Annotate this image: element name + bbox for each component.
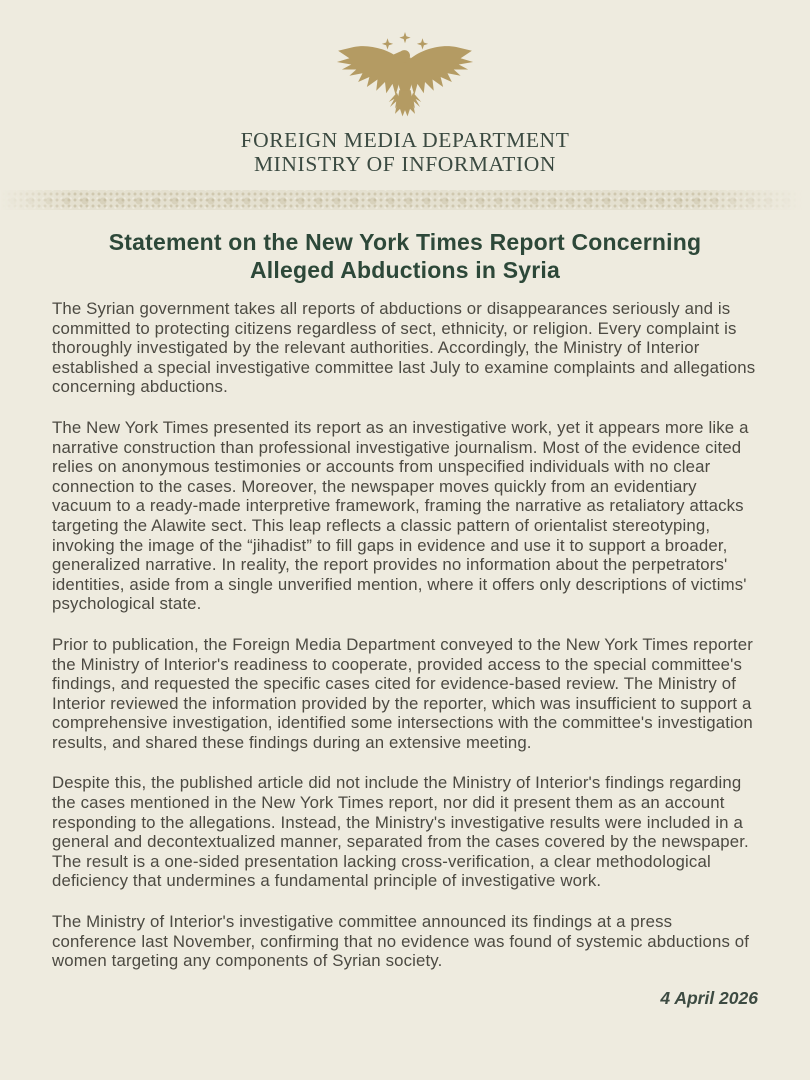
department-name: FOREIGN MEDIA DEPARTMENT [240,128,570,152]
emblem-container [0,0,810,124]
paragraph-committee-findings: The Ministry of Interior's investigative committee announced its findings at a press conference last November, confirming that no evidence was found of systemic abductions of women targeting any components of Syrian society. [52,912,750,971]
star-icon [417,38,428,49]
statement-title [0,228,810,284]
golden-eagle-emblem-icon [330,30,480,124]
paragraph-report-critique: The New York Times presented its report as an investigative work, yet it appears more like a narrative construction than professional investigative journalism. Most of the evidence cited relies on anonymous testimonies or accounts from unspecified individuals with no clear connection to the cases. Moreover, the newspaper moves quickly from an evidentiary vacuum to a ready-made interpretive framework, framing the narrative as retaliatory attacks targeting the Alawite sect. This leap reflects a classic pattern of orientalist stereotyping, invoking the image of the “jihadist” to fill gaps in evidence and use it to support a broader, generalized narrative. In reality, the report provides no information about the perpetrators' identities, aside from a single unverified mention, where it offers only descriptions of victims' psychological state. [52,417,749,614]
decorative-pattern-band [0,190,810,210]
statement-title-line2: Alleged Abductions in Syria [250,257,560,283]
statement-body [0,299,810,971]
statement-date: 4 April 2026 [660,987,758,1008]
paragraph-government-commitment: The Syrian government takes all reports of abductions or disappearances seriously and is committed to protecting citizens regardless of sect, ethnicity, or religion. Every complaint is thoroughly investigated by the relevant authorities. Accordingly, the Ministry of Interior established a special investigative committee last July to examine complaints and allegations concerning abductions. [52,299,756,397]
paragraph-prior-to-publication: Prior to publication, the Foreign Media Department conveyed to the New York Times reporter the Ministry of Interior's readiness to cooperate, provided access to the special committee's findings, and requested the specific cases cited for evidence-based review. The Ministry of Interior reviewed the information provided by the reporter, which was insufficient to support a comprehensive investigation, identified some intersections with the committee's investigation results, and shared these findings during an extensive meeting. [52,634,753,752]
paragraph-published-article: Despite this, the published article did not include the Ministry of Interior's findings regarding the cases mentioned in the New York Times report, nor did it present them as an account responding to the allegations. Instead, the Ministry's investigative results were included in a general and decontextualized manner, separated from the cases covered by the newspaper. The result is a one-sided presentation lacking cross-verification, a clear methodological deficiency that undermines a fundamental principle of investigative work. [52,773,749,891]
ministry-header [0,128,810,176]
statement-title-line1: Statement on the New York Times Report Concerning [108,229,702,255]
ministry-name: MINISTRY OF INFORMATION [253,152,557,176]
star-icon [382,38,393,49]
star-icon [399,32,410,43]
